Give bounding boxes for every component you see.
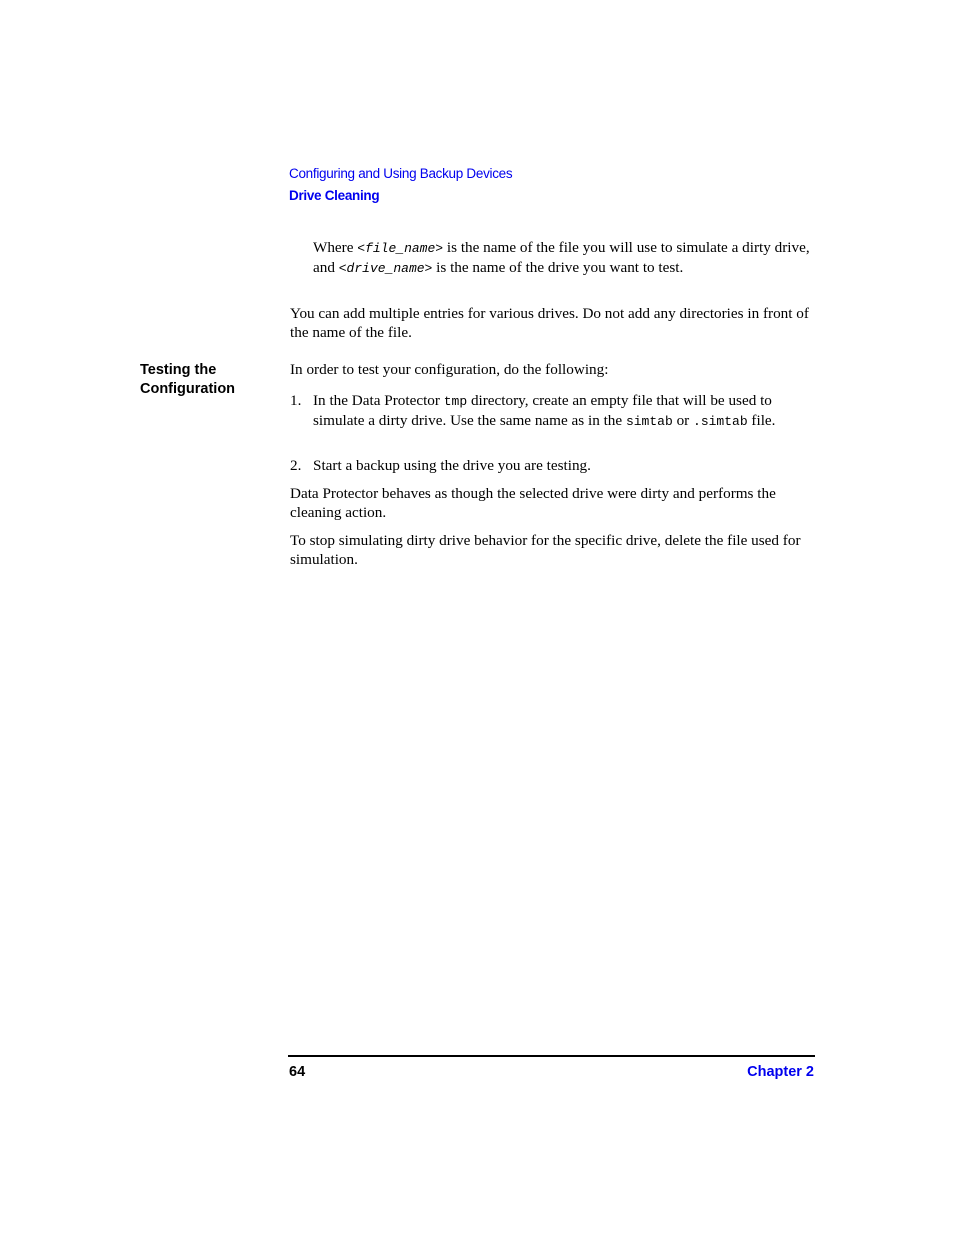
where-paragraph (313, 238, 818, 278)
header-section-link[interactable]: Drive Cleaning (289, 188, 380, 203)
step-1-text-2: directory, create an empty file that will be used to simulate a dirty drive. Use the same name as in the (313, 392, 772, 429)
tmp-code: tmp (443, 394, 468, 409)
step-1-text-1: In the Data Protector (313, 392, 444, 409)
step-1-text (313, 391, 818, 431)
footer-divider (288, 1055, 815, 1057)
step-1-text-3: or (672, 412, 694, 429)
side-heading (140, 361, 280, 399)
simtab-code: simtab (625, 414, 673, 429)
side-heading-line-1: Testing the (140, 362, 217, 378)
footer-page-number: 64 (289, 1064, 306, 1080)
step-2-number: 2. (290, 457, 302, 474)
step-1-number: 1. (290, 392, 302, 409)
step-2-text: Start a backup using the drive you are testing. (313, 457, 591, 474)
where-text-3: is the name of the drive you want to test. (432, 259, 684, 276)
behaves-paragraph: Data Protector behaves as though the selected drive were dirty and performs the cleaning action. (290, 485, 776, 521)
multiple-entries-paragraph: You can add multiple entries for various drives. Do not add any directories in front of the name of the file. (290, 305, 809, 341)
intro-paragraph: In order to test your configuration, do the following: (290, 361, 609, 378)
header-chapter-link[interactable]: Configuring and Using Backup Devices (289, 166, 513, 181)
footer-chapter-link[interactable]: Chapter 2 (747, 1064, 814, 1080)
where-text-1: Where (313, 239, 358, 256)
file-name-code: <file_name> (357, 241, 444, 256)
dot-simtab-code: .simtab (693, 414, 748, 429)
side-heading-line-2: Configuration (140, 381, 236, 397)
where-text-2: is the name of the file you will use to simulate a dirty drive, and (313, 239, 810, 276)
step-1-text-4: file. (747, 412, 776, 429)
stop-paragraph: To stop simulating dirty drive behavior for the specific drive, delete the file used for simulation. (290, 532, 801, 568)
drive-name-code: <drive_name> (338, 261, 433, 276)
